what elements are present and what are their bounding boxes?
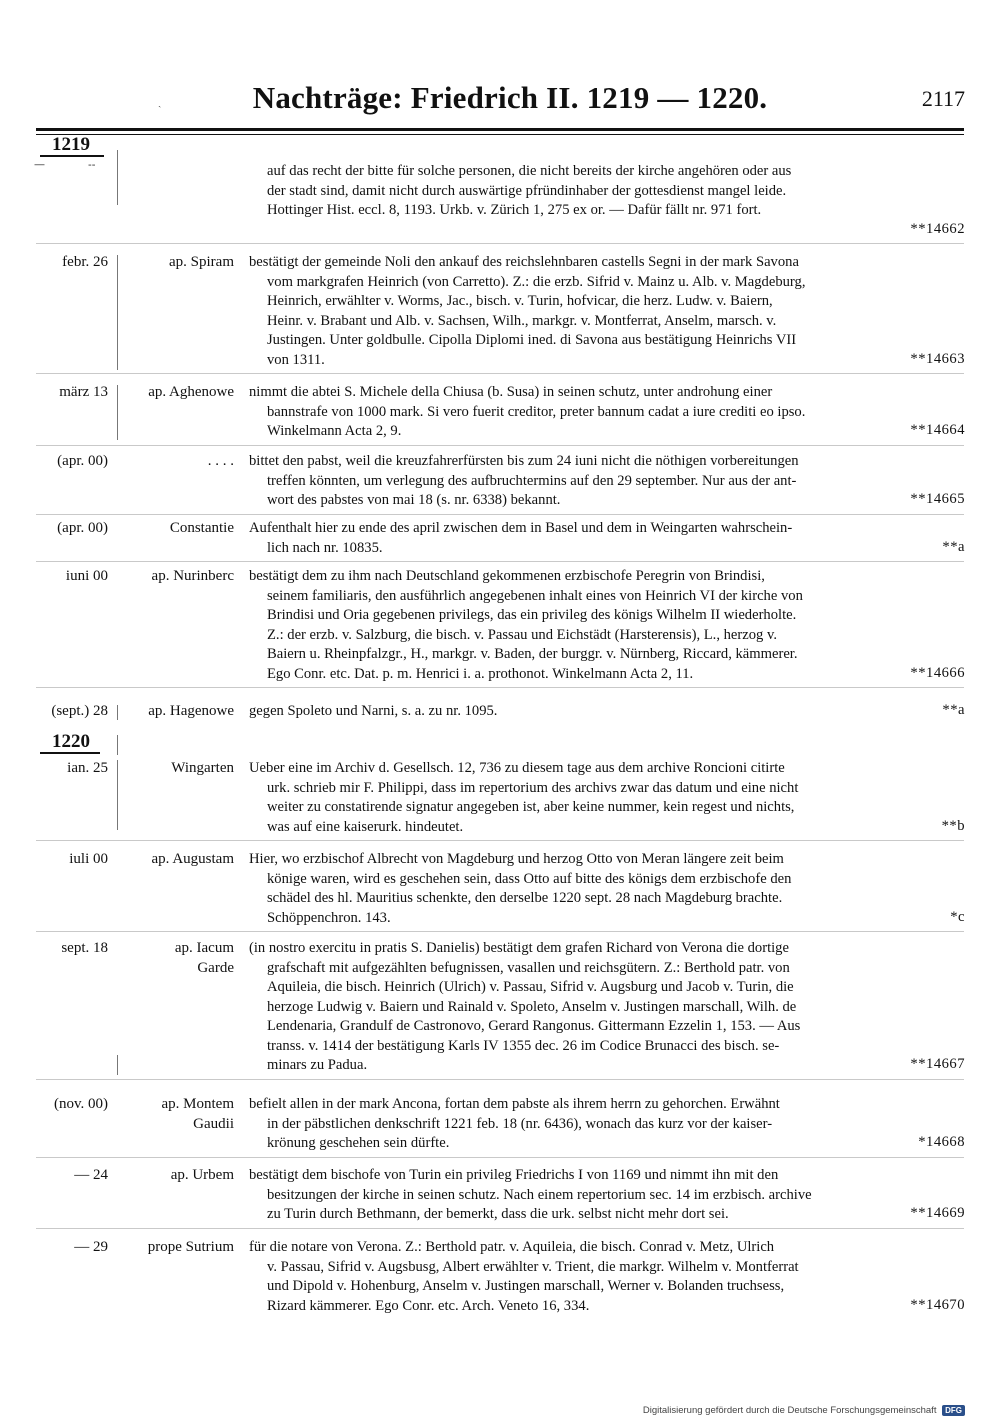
entry-text-line: Schöppenchron. 143. <box>267 909 391 926</box>
entry-text-line: bittet den pabst, weil die kreuzfahrerfürsten bis zum 24 iuni nicht die nöthigen vorbereitungen <box>249 453 799 469</box>
entry-divider <box>36 687 964 688</box>
entry-divider <box>36 1157 964 1158</box>
entry-date: (apr. 00) <box>57 453 108 469</box>
entry-text-line: von 1311. <box>267 351 325 368</box>
entry-text-line: bestätigt dem zu ihm nach Deutschland gekommenen erzbischofe Peregrin von Brindisi, <box>249 568 765 584</box>
entry-place-line: Garde <box>197 959 234 976</box>
entry-date: febr. 26 <box>62 254 108 270</box>
column-guide <box>117 150 118 205</box>
regesta-number: **14663 <box>910 350 965 367</box>
header-rule <box>36 128 964 131</box>
regesta-number: *14668 <box>918 1134 965 1150</box>
entry-text-line: besitzungen der kirche in seinen schutz. Nach einem repertorium sec. 14 im erzbisch. archive <box>267 1186 812 1203</box>
stray-mark: ˎ <box>158 97 162 108</box>
entry-text-line: transs. v. 1414 der bestätigung Karls IV 1355 dec. 26 im Codice Brunacci des bisch. se- <box>267 1037 780 1054</box>
dash-mark: — <box>34 158 45 171</box>
entry-text-line: Heinr. v. Brabant und Alb. v. Sachsen, Wilh., markgr. v. Montferrat, Anselm, marsch. v. <box>267 312 777 329</box>
entry-place-line: Gaudii <box>193 1115 234 1132</box>
year-heading-1219: 1219 <box>52 134 90 155</box>
entry-date: (sept.) 28 <box>51 703 108 719</box>
entry-text-line: v. Passau, Sifrid v. Augsbusg, Albert erwählter v. Trient, die markgr. Wilhelm v. Montferrat <box>267 1258 799 1275</box>
regesta-number: **14669 <box>910 1205 965 1221</box>
year-underline <box>40 752 100 754</box>
page-title: Nachträge: Friedrich II. 1219 — 1220. <box>252 80 768 115</box>
entry-text-line: bannstrafe von 1000 mark. Si vero fuerit creditor, preter bannum cadat a iure crediti eo ipso. <box>267 403 806 420</box>
column-guide <box>117 385 118 440</box>
entry-place-line: ap. Urbem <box>170 1167 234 1183</box>
entry-text <box>245 253 965 370</box>
entry-text-line: Aquileia, die bisch. Heinrich (Ulrich) v. Passau, Sifrid v. Augsburg und Jacob v. Turin, die <box>267 979 794 995</box>
entry-place <box>118 939 234 978</box>
year-heading-1220: 1220 <box>52 731 90 752</box>
entry-text <box>245 1095 965 1154</box>
entry-text <box>245 452 965 511</box>
entry-place <box>118 1166 234 1186</box>
entry-text-line: auf das recht der bitte für solche personen, die nicht bereits der kirche angehören oder aus <box>267 163 792 179</box>
dash-mark: -- <box>88 158 96 171</box>
regesta-number: **14662 <box>910 220 965 237</box>
entry-place <box>118 452 234 472</box>
entry-place-line: ap. Montem <box>161 1096 234 1112</box>
column-guide <box>117 760 118 830</box>
column-guide <box>117 1055 118 1075</box>
entry-date: märz 13 <box>59 384 108 400</box>
entry-place <box>118 519 234 539</box>
entry-place <box>118 759 234 779</box>
entry-place-line: Wingarten <box>171 760 234 776</box>
column-guide <box>117 705 118 720</box>
footer-text: Digitalisierung gefördert durch die Deutsche Forschungsgemeinschaft <box>642 1405 937 1417</box>
entry-text-line: Justingen. Unter goldbulle. Cipolla Diplomi ined. di Savona aus bestätigung Heinrichs VII <box>267 332 797 348</box>
entry-text-line: (in nostro exercitu in pratis S. Danielis) bestätigt dem grafen Richard von Verona die dortige <box>249 940 789 956</box>
entry-text-line: Z.: der erzb. v. Salzburg, die bisch. v. Passau und Eichstädt (Harsterensis), L., herzog v. <box>267 626 777 643</box>
entry-place-line: ap. Nurinberc <box>151 568 234 584</box>
entry-text <box>245 1166 965 1225</box>
entry-place <box>118 1095 234 1134</box>
entry-text-line: Ueber eine im Archiv d. Gesellsch. 12, 736 zu diesem tage aus dem archive Roncioni citirte <box>249 760 785 776</box>
entry-place-line: ap. Spiram <box>169 254 234 270</box>
entry-place-line: ap. Augustam <box>151 851 234 867</box>
entry-date: — 24 <box>74 1167 108 1183</box>
entry-text-line: Brindisi und Oria gegebenen privilegs, das ein privileg des königs Wilhelm II wiederholte. <box>267 607 797 623</box>
entry-text-line: Hottinger Hist. eccl. 8, 1193. Urkb. v. Zürich 1, 275 ex or. — Dafür fällt nr. 971 fort. <box>267 202 762 218</box>
entry-text-line: minars zu Padua. <box>267 1057 368 1073</box>
entry-text-line: in der päbstlichen denkschrift 1221 feb. 18 (nr. 6436), wonach das kurz vor der kaiser- <box>267 1115 773 1132</box>
entry-text-line: weiter zu constatirende signatur angegeben ist, aber keine nummer, kein regest und nichts, <box>267 799 795 815</box>
entry-text-line: Baiern u. Rheinpfalzgr., H., markgr. v. Baden, der burggr. v. Nürnberg, Riccard, kämmerer. <box>267 646 798 662</box>
entry-place-line: Constantie <box>169 520 234 536</box>
entry-divider <box>36 1228 964 1229</box>
entry-text-line: und Dipold v. Hohenburg, Anselm v. Justingen marschall, Werner v. Bolanden truchsess, <box>267 1278 785 1294</box>
entry-text-line: treffen könnten, um verlegung des aufbruchtermins auf den 29 september. Nur aus der ant- <box>267 472 797 489</box>
entry-date: (apr. 00) <box>57 520 108 536</box>
entry-place <box>118 702 234 722</box>
entry-place-line: ap. Hagenowe <box>148 703 234 719</box>
regesta-number: **14665 <box>910 491 965 507</box>
regesta-number: *c <box>950 908 965 925</box>
entry-text <box>245 567 965 684</box>
entry-divider <box>36 514 964 515</box>
entry-divider <box>36 445 964 446</box>
entry-text-line: zu Turin durch Bethmann, der bemerkt, dass die urk. selbst nicht mehr dort sei. <box>267 1206 729 1222</box>
dfg-logo: DFG <box>942 1405 965 1416</box>
entry-place-line: ap. Iacum <box>174 940 234 956</box>
entry-date: iuli 00 <box>69 851 108 867</box>
entry-text <box>245 383 965 442</box>
regesta-number: **14664 <box>910 422 965 438</box>
entry-text-line: Ego Conr. etc. Dat. p. m. Henrici i. a. prothonot. Winkelmann Acta 2, 11. <box>267 665 694 682</box>
regesta-number: **14667 <box>910 1056 965 1072</box>
entry-text-line: urk. schrieb mir F. Philippi, dass im repertorium des archivs zwar das datum und eine nicht <box>267 779 799 796</box>
entry-text-line: lich nach nr. 10835. <box>267 539 383 556</box>
regesta-number: **a <box>942 702 965 718</box>
entry-place <box>118 1238 234 1258</box>
entry-place-line: prope Sutrium <box>147 1239 234 1255</box>
year-underline <box>40 155 104 157</box>
entry-divider <box>36 243 964 244</box>
entry-text <box>245 519 965 558</box>
entry-text-line: der stadt sind, damit nicht durch auswärtige pfründinhaber der gottesdienst mangel leide. <box>267 182 787 199</box>
entry-text <box>245 939 965 1076</box>
entry-text-line: nimmt die abtei S. Michele della Chiusa (b. Susa) in seinen schutz, unter androhung einer <box>249 384 773 400</box>
entry-text-line: schädel des hl. Mauritius schenkte, den derselbe 1220 sept. 28 nach Magdeburg brachte. <box>267 890 783 906</box>
entry-date: — 29 <box>74 1239 108 1255</box>
entry-place-line: ap. Aghenowe <box>148 384 234 400</box>
regesta-number: **b <box>941 817 965 834</box>
page-number: 2117 <box>921 86 965 111</box>
entry-place <box>118 567 234 587</box>
entry-text <box>245 1238 965 1316</box>
entry-text-line: bestätigt der gemeinde Noli den ankauf des reichslehnbaren castells Segni in der mark Savona <box>249 254 799 270</box>
entry-text-line: Winkelmann Acta 2, 9. <box>267 423 402 439</box>
entry-text-line: grafschaft mit aufgezählten befugnissen, vasallen und reichsgütern. Z.: Berthold patr. von <box>267 959 790 976</box>
entry-text-line: Rizard kämmerer. Ego Conr. etc. Arch. Veneto 16, 334. <box>267 1297 590 1314</box>
regesta-number: **a <box>942 538 965 555</box>
entry-place <box>118 850 234 870</box>
entry-divider <box>36 373 964 374</box>
entry-divider <box>36 840 964 841</box>
entry-text-line: gegen Spoleto und Narni, s. a. zu nr. 1095. <box>249 703 498 719</box>
entry-place <box>118 253 234 273</box>
entry-text-line: Aufenthalt hier zu ende des april zwischen dem in Basel und dem in Weingarten wahrschein- <box>249 520 793 536</box>
entry-date: ian. 25 <box>67 760 108 776</box>
entry-place-line: . . . . <box>207 453 234 469</box>
header-rule-thin <box>36 134 964 135</box>
entry-text-line: Hier, wo erzbischof Albrecht von Magdeburg und herzog Otto von Meran längere zeit beim <box>249 851 784 867</box>
entry-text-line: für die notare von Verona. Z.: Berthold patr. v. Aquileia, die bisch. Conrad v. Metz, Ulrich <box>249 1239 775 1255</box>
entry-place <box>118 383 234 403</box>
footer-credit <box>605 1405 965 1416</box>
entry-date: sept. 18 <box>61 940 108 956</box>
entry-text-line: könige waren, wird es geschehen sein, dass Otto auf bitte des königs dem erzbischofe den <box>267 870 792 887</box>
entry-divider <box>36 931 964 932</box>
entry-text-line: bestätigt dem bischofe von Turin ein privileg Friedrichs I von 1169 und nimmt ihn mit den <box>249 1167 779 1183</box>
entry-text-line: was auf eine kaiserurk. hindeutet. <box>267 818 464 835</box>
entry-text-line: befielt allen in der mark Ancona, fortan dem pabste als ihrem herrn zu gehorchen. Erwähnt <box>249 1096 780 1112</box>
entry-text <box>245 850 965 928</box>
entry-text-line: Heinrich, erwählter v. Worms, Jac., bisch. v. Turin, hofvicar, die herz. Ludw. v. Baiern, <box>267 293 773 309</box>
column-guide <box>117 255 118 370</box>
entry-text <box>245 702 965 722</box>
entry-text <box>245 759 965 837</box>
entry-text-line: Lendenaria, Grandulf de Castronovo, Gerard Rangonus. Gittermann Ezzelin 1, 153. — Aus <box>267 1018 801 1034</box>
entry-text-line: seinem familiaris, den ausführlich angegebenen inhalt eines von Heinrich VI der kirche von <box>267 587 803 604</box>
entry-text-line: herzoge Ludwig v. Baiern und Rainald v. Spoleto, Anselm v. Justingen marschall, Wilh. de <box>267 998 797 1015</box>
regesta-number: **14670 <box>910 1296 965 1313</box>
entry-date: (nov. 00) <box>53 1096 108 1112</box>
regesta-number: **14666 <box>910 664 965 681</box>
entry-text <box>245 162 965 221</box>
entry-text-line: vom markgrafen Heinrich (von Carretto). Z.: die erzb. Sifrid v. Mainz u. Alb. v. Magdeburg, <box>267 273 806 290</box>
entry-text-line: wort des pabstes von mai 18 (s. nr. 6338) bekannt. <box>267 492 561 508</box>
entry-divider <box>36 1079 964 1080</box>
entry-date: iuni 00 <box>65 568 108 584</box>
column-guide <box>117 735 118 755</box>
entry-text-line: krönung geschehen sein dürfte. <box>267 1135 450 1151</box>
entry-divider <box>36 561 964 562</box>
